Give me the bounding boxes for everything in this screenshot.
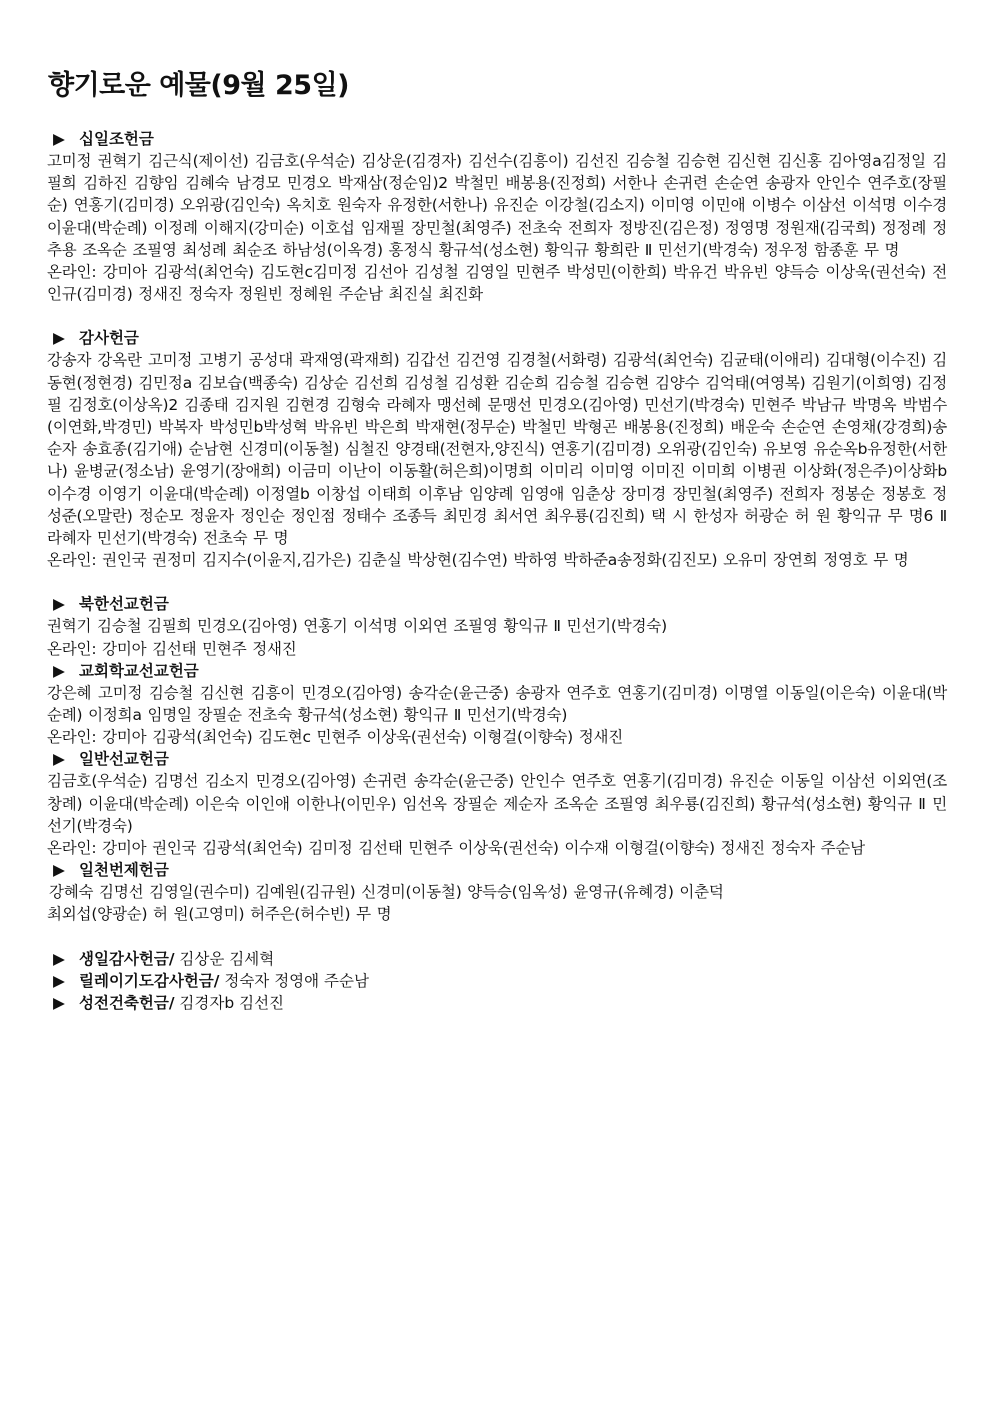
- triangle-bullet-icon: ▶: [53, 861, 65, 880]
- heading-label: 교회학교선교헌금: [79, 661, 199, 680]
- offering-document: [47, 66, 947, 1014]
- triangle-bullet-icon: ▶: [53, 595, 65, 614]
- section-sanctuary: [53, 992, 947, 1014]
- donor-names: 정숙자 정영애 주순남: [219, 971, 369, 990]
- donor-names-line: 최외섭(양광순) 허 원(고영미) 허주은(허수빈) 무 명: [47, 905, 392, 924]
- triangle-bullet-icon: ▶: [53, 949, 65, 968]
- online-donor-names: 온라인: 강미아 김광석(최언숙) 김도현c 민현주 이상욱(권선숙) 이형걸(이향숙) 정새진: [47, 728, 624, 747]
- section-school-mission: [47, 660, 947, 749]
- heading-label: 일반선교헌금: [79, 750, 169, 769]
- triangle-bullet-icon: ▶: [53, 750, 65, 769]
- heading-label: 릴레이기도감사헌금/: [79, 971, 220, 990]
- donor-names: 김금호(우석순) 김명선 김소지 민경오(김아영) 손귀련 송각순(윤근중) 안인수 연주호 연홍기(김미경) 유진순 이동일 이삼선 이외연(조창례) 이윤대(박순례) 이은숙 이인애 이한나(이민우) 임선옥 장필순 제순자 조옥순 조필영 최우룡(김진희) 황규석(성소현) 황익규 Ⅱ 민선기(박경숙): [47, 772, 947, 835]
- section-tithe: [47, 128, 947, 305]
- section-heading: [53, 748, 947, 770]
- section-nk-mission: [47, 593, 947, 659]
- triangle-bullet-icon: ▶: [53, 661, 65, 680]
- triangle-bullet-icon: ▶: [53, 329, 65, 348]
- section-heading: [53, 327, 947, 349]
- section-heading: [53, 593, 947, 615]
- section-thanks: [47, 327, 947, 571]
- donor-names: 권혁기 김승철 김필희 민경오(김아영) 연홍기 이석명 이외연 조필영 황익규 Ⅱ 민선기(박경숙): [47, 617, 667, 636]
- section-heading: [53, 128, 947, 150]
- section-millennium: [47, 859, 947, 925]
- section-special: [47, 948, 947, 1014]
- donor-names-line: 강혜숙 김명선 김영일(권수미) 김예원(김규원) 신경미(이동철) 양득승(임옥성) 윤영규(유혜경) 이춘덕: [49, 883, 724, 902]
- page-title: 향기로운 예물(9월 25일): [48, 70, 349, 101]
- heading-label: 북한선교헌금: [79, 595, 169, 614]
- online-donor-names: 온라인: 강미아 권인국 김광석(최언숙) 김미정 김선태 민현주 이상욱(권선숙) 이수재 이형걸(이향숙) 정새진 정숙자 주순남: [47, 839, 865, 858]
- triangle-bullet-icon: ▶: [53, 971, 65, 990]
- donor-names: 강은혜 고미정 김승철 김신현 김흥이 민경오(김아영) 송각순(윤근중) 송광자 연주호 연홍기(김미경) 이명열 이동일(이은숙) 이윤대(박순례) 이정희a 임명일 장필순 전초숙 황규석(성소현) 황익규 Ⅱ 민선기(박경숙): [47, 683, 947, 725]
- section-heading: [53, 660, 947, 682]
- section-birthday: [53, 948, 947, 970]
- section-general-mission: [47, 748, 947, 859]
- heading-label: 성전건축헌금/: [79, 993, 175, 1012]
- section-heading: [53, 859, 947, 881]
- section-relay-prayer: [53, 970, 947, 992]
- donor-names: 강송자 강옥란 고미정 고병기 공성대 곽재영(곽재희) 김갑선 김건영 김경철(서화령) 김광석(최언숙) 김균태(이애리) 김대형(이수진) 김동현(정현경) 김민정a 김보습(백종숙) 김상순 김선희 김성철 김성환 김순희 김승철 김승현 김양수 김억태(여영복) 김원기(이희영) 김정필 김정호(이상옥)2 김종태 김지원 김현경 김형숙 라혜자 맹선혜 문맹선 민경오(김아영) 민선기(박경숙) 민현주 박남규 박명옥 박범수(이연화,박경민) 박복자 박성민b박성혁 박유빈 박은희 박재현(정무순) 박철민 박형곤 배봉용(진정희) 배운숙 손순연 손영채(강경희)송순자 송효종(김기애) 순남현 신경미(이동철) 심철진 양경태(전현자,양진식) 연홍기(김미경) 오위광(김인숙) 유보영 유순옥b유정한(서한나) 윤병균(정소남) 윤영기(장애희) 이금미 이난이 이동활(허은희)이명희 이미리 이미영 이미진 이미희 이병권 이상화(정은주)이상화b 이수경 이영기 이윤대(박순례) 이정열b 이창섭 이태희 이후남 임양례 임영애 임춘상 장미경 장민철(최영주) 전희자 정봉순 정봉호 정성준(오말란) 정순모 정윤자 정인순 정인점 정태수 조종득 최민경 최서연 최우룡(김진희) 택 시 한성자 허광순 허 원 황익규 무 명6 Ⅱ 라혜자 민선기(박경숙) 전초숙 무 명: [47, 351, 947, 548]
- donor-names: 고미정 권혁기 김근식(제이선) 김금호(우석순) 김상운(김경자) 김선수(김흥이) 김선진 김승철 김승현 김신현 김신홍 김아영a김정일 김필희 김하진 김향임 김혜숙 남경모 민경오 박재삼(정순임)2 박철민 배봉용(진정희) 서한나 손귀련 손순연 송광자 안인수 연주호(장필순) 연홍기(김미경) 오위광(김인숙) 옥치호 원숙자 유정한(서한나) 유진순 이강철(김소지) 이미영 이민애 이병수 이삼선 이석명 이수경 이윤대(박순례) 이정례 이해지(강미순) 이호섭 임재필 장민철(최영주) 전초숙 전희자 정방진(김은정) 정영명 정원재(김국희) 정정례 정추용 조옥순 조필영 최성례 최순조 하남성(이옥경) 홍정식 황규석(성소현) 황익규 황희란 Ⅱ 민선기(박경숙) 정우정 함종훈 무 명: [47, 152, 947, 259]
- donor-names: 김상운 김세혁: [174, 949, 275, 968]
- online-donor-names: 온라인: 권인국 권정미 김지수(이윤지,김가은) 김춘실 박상현(김수연) 박하영 박하준a송정화(김진모) 오유미 장연희 정영호 무 명: [47, 551, 909, 570]
- heading-label: 생일감사헌금/: [79, 949, 175, 968]
- online-donor-names: 온라인: 강미아 김선태 민현주 정새진: [47, 639, 297, 658]
- donor-names: 김경자b 김선진: [174, 993, 285, 1012]
- online-donor-names: 온라인: 강미아 김광석(최언숙) 김도현c김미정 김선아 김성철 김영일 민현주 박성민(이한희) 박유건 박유빈 양득승 이상욱(권선숙) 전인규(김미경) 정새진 정숙자 정원빈 정혜원 주순남 최진실 최진화: [47, 263, 947, 304]
- heading-label: 일천번제헌금: [79, 861, 169, 880]
- heading-label: 십일조헌금: [79, 130, 154, 148]
- triangle-bullet-icon: ▶: [53, 130, 65, 148]
- triangle-bullet-icon: ▶: [53, 993, 65, 1012]
- heading-label: 감사헌금: [79, 329, 139, 348]
